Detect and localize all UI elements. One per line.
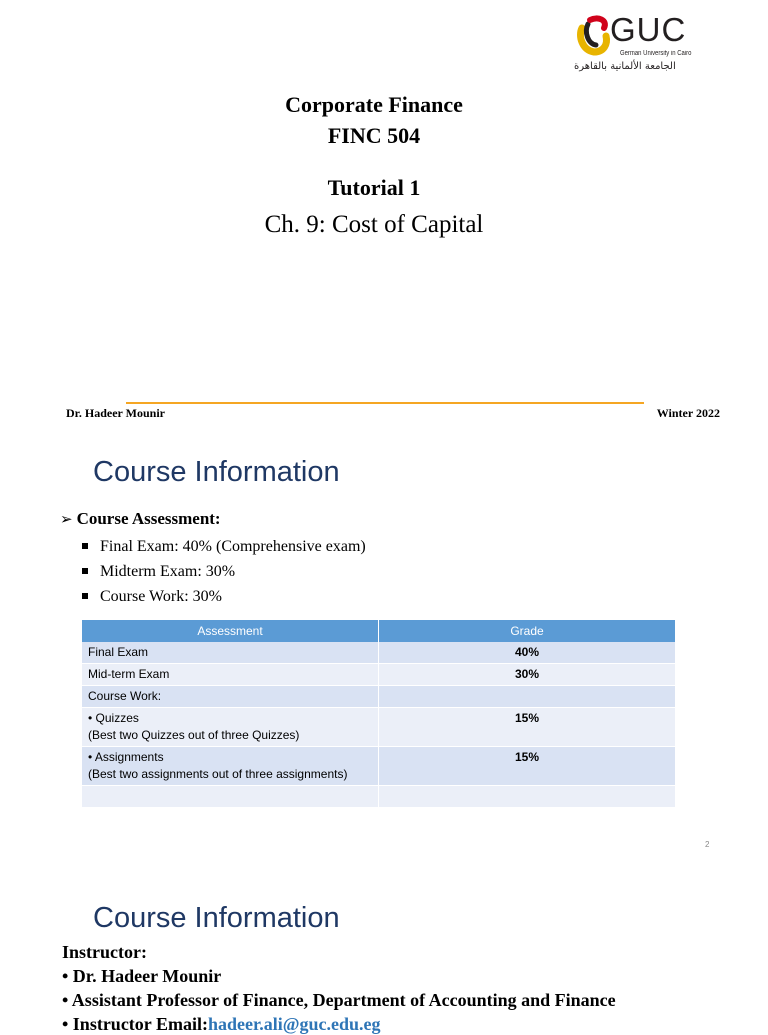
table-header-row — [82, 620, 676, 642]
list-item: Course Work: 30% — [82, 584, 366, 609]
table-row — [82, 708, 676, 747]
assessment-cell: Final Exam — [82, 642, 379, 664]
square-bullet-icon — [82, 568, 88, 574]
assessment-cell: Course Work: — [82, 686, 379, 708]
course-name: Corporate Finance — [285, 92, 463, 117]
email-link[interactable]: hadeer.ali@guc.edu.eg — [207, 1014, 381, 1034]
logo-arabic: الجامعة الألمانية بالقاهرة — [574, 61, 676, 72]
assessment-cell — [82, 747, 379, 786]
table-row — [82, 664, 676, 686]
assessment-note: (Best two Quizzes out of three Quizzes) — [88, 728, 300, 742]
table-row — [82, 686, 676, 708]
square-bullet-icon — [82, 543, 88, 549]
grade-cell: 40% — [379, 642, 676, 664]
logo-text: GUC — [610, 11, 687, 48]
chapter-title: Ch. 9: Cost of Capital — [264, 211, 484, 238]
guc-emblem-icon — [574, 14, 614, 58]
column-header-assessment: Assessment — [82, 620, 379, 642]
column-header-grade: Grade — [379, 620, 676, 642]
instructor-email-line — [62, 1014, 381, 1035]
assessment-line: • Quizzes — [88, 711, 139, 725]
footer-term: Winter 2022 — [656, 406, 720, 420]
slide-heading: Course Information — [93, 456, 340, 488]
assessment-note: (Best two assignments out of three assignments) — [88, 767, 348, 781]
instructor-name: • Dr. Hadeer Mounir — [62, 966, 222, 986]
list-item: Midterm Exam: 30% — [82, 559, 366, 584]
logo-subtitle: German University in Cairo — [620, 50, 692, 57]
slide-heading: Course Information — [93, 902, 340, 934]
grade-cell — [379, 686, 676, 708]
assessment-title-text: Course Assessment: — [76, 509, 221, 528]
assessment-cell — [82, 786, 379, 808]
tutorial-title: Tutorial 1 — [327, 175, 421, 200]
grade-cell: 15% — [379, 747, 676, 786]
page-number: 2 — [705, 840, 710, 849]
footer-divider — [126, 402, 644, 404]
course-code: FINC 504 — [327, 123, 421, 148]
footer-instructor: Dr. Hadeer Mounir — [66, 406, 165, 420]
table-row — [82, 786, 676, 808]
instructor-title: • Assistant Professor of Finance, Department of Accounting and Finance — [62, 990, 616, 1010]
grade-cell — [379, 786, 676, 808]
grades-table — [82, 620, 676, 808]
email-label: • Instructor Email: — [62, 1014, 208, 1034]
table-row — [82, 747, 676, 786]
instructor-label: Instructor: — [62, 942, 147, 962]
assessment-title — [60, 509, 221, 529]
square-bullet-icon — [82, 593, 88, 599]
assessment-line: • Assignments — [88, 750, 164, 764]
grade-cell: 30% — [379, 664, 676, 686]
assessment-list — [82, 534, 366, 609]
title-slide — [0, 0, 768, 432]
grade-cell: 15% — [379, 708, 676, 747]
table-row — [82, 642, 676, 664]
assessment-cell: Mid-term Exam — [82, 664, 379, 686]
course-info-slide — [0, 432, 768, 864]
instructor-slide — [0, 864, 768, 1034]
guc-logo — [574, 11, 704, 80]
assessment-cell — [82, 708, 379, 747]
arrow-bullet-icon: ➢ — [60, 510, 73, 528]
list-item: Final Exam: 40% (Comprehensive exam) — [82, 534, 366, 559]
